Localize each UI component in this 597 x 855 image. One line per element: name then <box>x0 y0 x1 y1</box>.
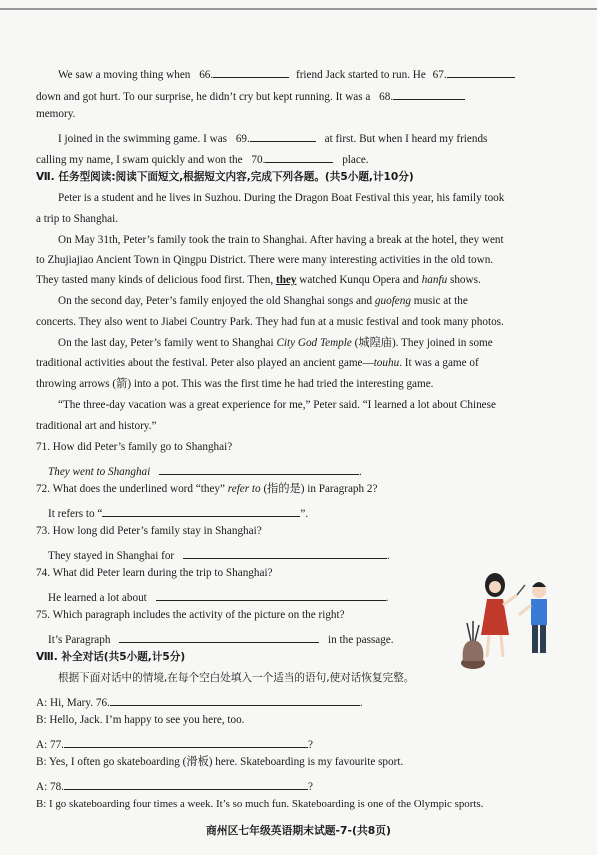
text: They tasted many kinds of delicious food first. Then, <box>36 274 274 286</box>
answer-74: He learned a lot about . <box>48 587 388 605</box>
blank-66[interactable] <box>213 64 289 78</box>
text: (指的是) in Paragraph 2? <box>263 483 378 495</box>
blank-76[interactable] <box>110 692 360 706</box>
punctuation: ? <box>307 739 313 751</box>
answer-71-blank[interactable] <box>159 461 359 475</box>
answer-73-blank[interactable] <box>183 545 387 559</box>
text: at first. But when I heard my friends <box>324 133 488 145</box>
dialogue-line: B: Yes, I often go skateboarding (滑板) here. Skateboarding is my favourite sport. <box>36 756 404 768</box>
reading-line <box>36 356 479 370</box>
blank-number: 78. <box>49 781 64 793</box>
answer-72 <box>48 503 308 521</box>
passage-line <box>36 149 369 167</box>
reading-line: On May 31th, Peter’s family took the train to Shanghai. After having a break at the hotel, they went <box>58 234 504 246</box>
text: On the second day, Peter’s family enjoyed the old Shanghai songs and <box>58 295 373 307</box>
section-heading-8: Ⅷ. 补全对话(共5小题,计5分) <box>36 651 186 663</box>
reading-line: concerts. They also went to Jiabei Country Park. They had fun at a music festival and took many photos. <box>36 316 504 328</box>
text: ”. <box>300 508 309 520</box>
blank-number: 77. <box>49 739 64 751</box>
passage-line <box>58 64 515 82</box>
reading-line: throwing arrows (箭) into a pot. This was the first time he had tried the interesting game. <box>36 378 434 390</box>
passage-line <box>36 86 465 104</box>
answer-72-blank[interactable] <box>102 503 300 517</box>
reading-line: “The three-day vacation was a great experience for me,” Peter said. “I learned a lot about Chinese <box>58 399 496 411</box>
question-72 <box>36 482 377 496</box>
question-75: 75. Which paragraph includes the activity of the picture on the right? <box>36 609 345 621</box>
top-rule <box>0 8 597 10</box>
dialogue-line <box>36 692 363 710</box>
dialogue-line: B: I go skateboarding four times a week. It’s so much fun. Skateboarding is one of the Olympic sports. <box>36 798 484 810</box>
blank-70[interactable] <box>265 149 333 163</box>
text: I joined in the swimming game. I was <box>58 133 228 145</box>
text: calling my name, I swam quickly and won the <box>36 154 243 166</box>
blank-number: 76. <box>95 697 110 709</box>
speaker-text: A: <box>36 739 48 751</box>
reading-line <box>58 336 493 350</box>
italic-word: touhu <box>373 357 400 369</box>
underlined-word: they <box>275 274 297 286</box>
answer-prefix: He learned a lot about <box>48 592 147 604</box>
question-74: 74. What did Peter learn during the trip to Shanghai? <box>36 567 273 579</box>
text: It refers to “ <box>48 508 103 520</box>
punctuation: ? <box>307 781 313 793</box>
reading-line: Peter is a student and he lives in Suzhou. During the Dragon Boat Festival this year, his family took <box>58 192 505 204</box>
blank-67[interactable] <box>447 64 515 78</box>
answer-prefix: They went to Shanghai <box>48 466 151 478</box>
text: down and got hurt. To our surprise, he didn’t cry but kept running. It was a <box>36 91 371 103</box>
blank-69[interactable] <box>250 128 316 142</box>
question-71: 71. How did Peter’s family go to Shanghai? <box>36 441 233 453</box>
reading-line: traditional art and history.” <box>36 420 157 432</box>
instructions: 根据下面对话中的情境,在每个空白处填入一个适当的语句,使对话恢复完整。 <box>58 672 415 684</box>
blank-78[interactable] <box>64 776 308 790</box>
dialogue-line <box>36 776 313 794</box>
touhu-illustration <box>455 565 565 675</box>
reading-line: a trip to Shanghai. <box>36 213 119 225</box>
punctuation: . <box>359 697 363 709</box>
question-73: 73. How long did Peter’s family stay in Shanghai? <box>36 525 262 537</box>
answer-71: They went to Shanghai . <box>48 461 362 479</box>
reading-line <box>36 273 481 287</box>
speaker-text: A: Hi, Mary. <box>36 697 94 709</box>
blank-number: 69. <box>235 133 250 145</box>
text: in the passage. <box>328 634 394 646</box>
reading-line: to Zhujiajiao Ancient Town in Qingpu District. There were many interesting activities in the old town. <box>36 254 494 266</box>
text: watched Kunqu Opera and <box>299 274 419 286</box>
section-heading-7: Ⅶ. 任务型阅读:阅读下面短文,根据短文内容,完成下列各题。(共5小题,计10分) <box>36 171 414 183</box>
answer-74-blank[interactable] <box>156 587 386 601</box>
answer-prefix: They stayed in Shanghai for <box>48 550 175 562</box>
speaker-text: A: <box>36 781 48 793</box>
text: music at the <box>413 295 468 307</box>
blank-number: 66. <box>199 69 214 81</box>
answer-75-blank[interactable] <box>119 629 319 643</box>
dialogue-line: B: Hello, Jack. I’m happy to see you here, too. <box>36 714 245 726</box>
blank-68[interactable] <box>393 86 465 100</box>
text: . It was a game of <box>399 357 479 369</box>
text: (城隍庙). They joined in some <box>354 337 493 349</box>
italic-word: guofeng <box>374 295 411 307</box>
text: shows. <box>449 274 481 286</box>
blank-number: 68. <box>379 91 394 103</box>
passage-line: memory. <box>36 108 76 120</box>
blank-77[interactable] <box>64 734 308 748</box>
answer-75 <box>48 629 394 647</box>
italic-phrase: City God Temple <box>276 337 352 349</box>
text: place. <box>342 154 369 166</box>
reading-line <box>58 294 468 308</box>
blank-number: 67. <box>432 69 447 81</box>
italic-word: hanfu <box>421 274 448 286</box>
text: friend Jack started to run. He <box>295 69 426 81</box>
page-footer: 商州区七年级英语期末试题-7-(共8页) <box>205 824 391 837</box>
text: It’s Paragraph <box>48 634 111 646</box>
italic-phrase: refer to <box>227 483 261 495</box>
dialogue-line <box>36 734 313 752</box>
text: On the last day, Peter’s family went to Shanghai <box>58 337 274 349</box>
text: We saw a moving thing when <box>58 69 191 81</box>
text: traditional activities about the festival. Peter also played an ancient game— <box>36 357 374 369</box>
text: 72. What does the underlined word “they” <box>36 483 225 495</box>
passage-line <box>58 128 487 146</box>
blank-number: 70. <box>251 154 266 166</box>
answer-73: They stayed in Shanghai for . <box>48 545 390 563</box>
